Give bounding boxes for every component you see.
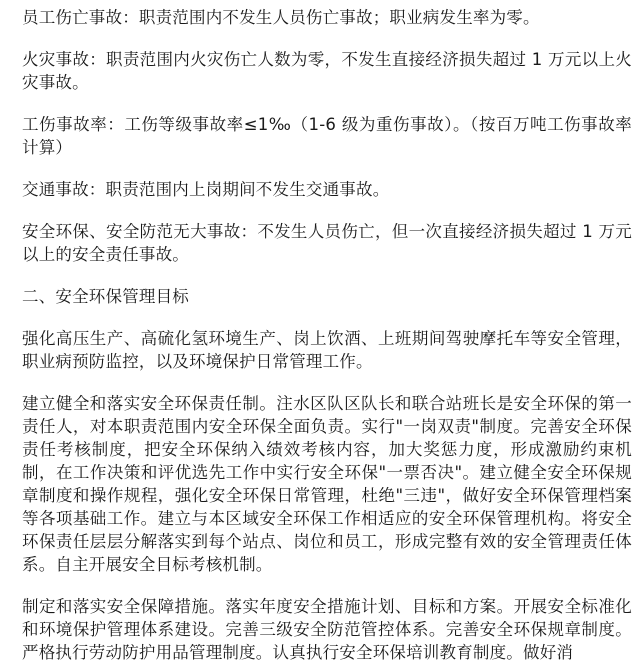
paragraph-injury-rate: 工伤事故率：工伤等级事故率≤1‰（1-6 级为重伤事故）。（按百万吨工伤事故率计算）: [22, 115, 632, 157]
paragraph-strengthen-management: 强化高压生产、高硫化氢环境生产、岗上饮酒、上班期间驾驶摩托车等安全管理，职业病预防监控，以及环境保护日常管理工作。: [22, 329, 632, 371]
paragraph-staff-casualty: 员工伤亡事故：职责范围内不发生人员伤亡事故；职业病发生率为零。: [22, 8, 540, 27]
section-heading: 二、安全环保管理目标: [22, 287, 189, 306]
paragraph-responsibility-system: 建立健全和落实安全环保责任制。注水区队区队长和联合站班长是安全环保的第一责任人，对本职责范围内安全环保全面负责。实行"一岗双责"制度。完善安全环保责任考核制度，把安全环保纳入绩效考核内容，加大奖惩力度，形成激励约束机制，在工作决策和评优选先工作中实行安全环保"一票否决"。建立健全安全环保规章制度和操作规程，强化安全环保日常管理，杜绝"三违"，做好安全环保管理档案等各项基础工作。建立与本区域安全环保工作相适应的安全环保管理机构。将安全环保责任层层分解落实到每个站点、岗位和员工，形成完整有效的安全管理责任体系。自主开展安全目标考核机制。: [22, 394, 632, 574]
paragraph-traffic-accident: 交通事故：职责范围内上岗期间不发生交通事故。: [22, 180, 390, 199]
paragraph-safety-measures: 制定和落实安全保障措施。落实年度安全措施计划、目标和方案。开展安全标准化和环境保护管理体系建设。完善三级安全防范管控体系。完善安全环保规章制度。严格执行劳动防护用品管理制度。认真执行安全环保培训教育制度。做好消: [22, 597, 632, 662]
paragraph-safety-protection: 安全环保、安全防范无大事故：不发生人员伤亡，但一次直接经济损失超过 1 万元以上的安全责任事故。: [22, 222, 632, 264]
paragraph-fire-accident: 火灾事故：职责范围内火灾伤亡人数为零，不发生直接经济损失超过 1 万元以上火灾事故。: [22, 50, 632, 92]
